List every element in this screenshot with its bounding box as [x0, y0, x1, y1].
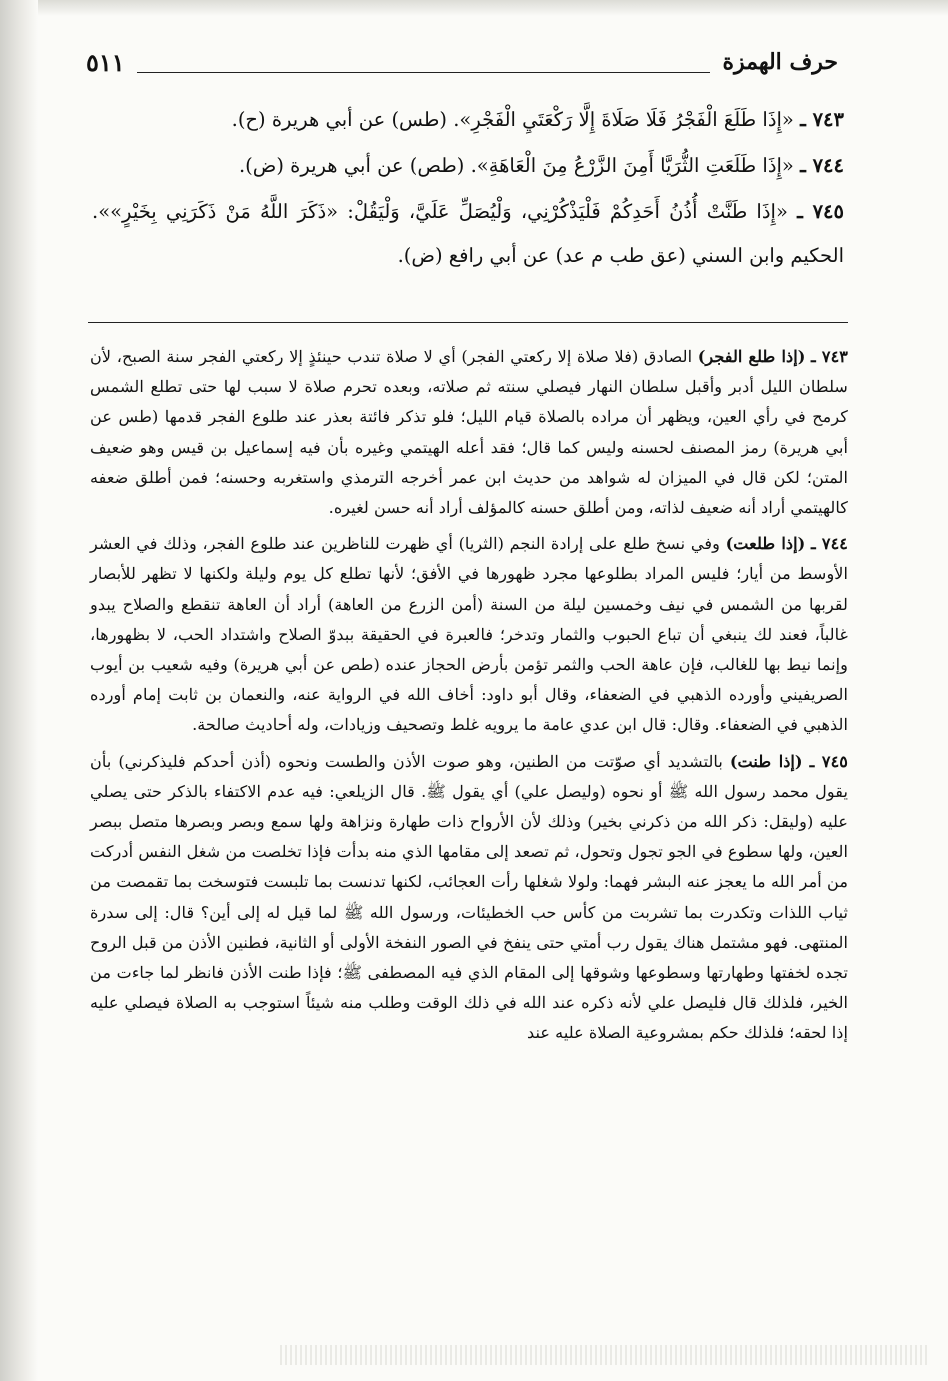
page-number: ٥١١: [86, 47, 125, 77]
page-top-edge: [0, 0, 948, 16]
chapter-title: حرف الهمزة: [722, 49, 838, 75]
commentary-number: ٧٤٤ ـ: [810, 534, 849, 554]
commentary-lead: (إذا طنت): [729, 751, 803, 771]
hadith-number: ٧٤٤ ـ: [800, 154, 844, 177]
hadith-body: «إِذَا طَلَعَتِ الثُّرَيَّا أَمِنَ الزَّرْعُ مِنَ الْعَاهَةِ». (طص) عن أبي هريرة (ض).: [238, 154, 794, 177]
hadith-body: «إِذَا طَلَعَ الْفَجْرُ فَلَا صَلَاةَ إِلَّا رَكْعَتَيِ الْفَجْرِ». (طس) عن أبي هريرة (ح).: [231, 108, 794, 131]
section-divider: [88, 322, 848, 323]
hadith-number: ٧٤٥ ـ: [797, 200, 844, 223]
commentary-number: ٧٤٥ ـ: [809, 751, 848, 771]
hadith-number: ٧٤٣ ـ: [800, 108, 844, 131]
hadith-body: «إِذَا طَنَّتْ أُذُنُ أَحَدِكُمْ فَلْيَذْكُرْنِي، وَلْيُصَلِّ عَلَيَّ، وَلْيَقُلْ: «ذَكَرَ اللَّهُ مَنْ ذَكَرَنِي بِخَيْرٍ»». الحكيم وابن السني (عق طب م عد) عن أبي رافع (ض).: [92, 200, 844, 267]
commentary-lead: (إذا طلعت): [725, 534, 806, 554]
hadith-text-block: [92, 98, 844, 280]
commentary-block: [90, 342, 848, 1055]
hadith-744: [92, 144, 844, 188]
hadith-745: [92, 190, 844, 278]
hadith-743: [92, 98, 844, 142]
commentary-body: الصادق (فلا صلاة إلا ركعتي الفجر) أي لا صلاة تندب حينئذٍ إلا ركعتي الفجر سنة الصبح، لأن سلطان الليل أدبر وأقبل سلطان النهار فيصلي سنته ثم صلاته، وبعده تحرم صلاة لا سبب لها حتى تطلع الشمس كرمح في رأي العين، ويظهر أن مراده بالصلاة قيام الليل؛ فلو تذكر فائتة بعذر عند طلوع الفجر قدمها (طس عن أبي هريرة) رمز المصنف لحسنه وليس كما قال؛ فقد أعله الهيتمي وغيره بأن فيه إسماعيل بن قيس وهو ضعيف المتن؛ لكن قال في الميزان له شواهد من حديث ابن عمر أخرجه الترمذي واستغربه وحسنه؛ فمن أطلق ضعفه كالهيتمي أراد أنه ضعيف لذاته، ومن أطلق حسنه كالمؤلف أراد أنه حسن لغيره.: [90, 347, 848, 518]
commentary-body: وفي نسخ طلع على إرادة النجم (الثريا) أي ظهرت للناظرين عند طلوع الفجر، وذلك في العشر الأوسط من أيار؛ فليس المراد بطلوعها مجرد ظهورها في الأفق؛ لأنها تطلع كل يوم وليلة ولكنها لا تظهر للأبصار لقربها من الشمس في نيف وخمسين ليلة من السنة (أمن الزرع من العاهة) أراد أن العاهة تنقطع والصلاح يبدو غالباً، فعند لك ينبغي أن تباع الحبوب والثمار وتدخر؛ فالعبرة في الحقيقة ببدوّ الصلاح واشتداد الحب، لا بظهورها، وإنما نيط بها للغالب، فإن عاهة الحب والثمر تؤمن بأرض الحجاز عنده (طص عن أبي هريرة) وفيه شعيب بن أيوب الصريفيني وأورده الذهبي في الضعفاء، وقال أبو داود: أخاف الله في الرواية عنه، والنعمان بن ثابت إمام أورده الذهبي في الضعفاء. وقال: قال ابن عدي عامة ما يرويه غلط وتصحيف وزيادات، وله أحاديث صالحة.: [90, 534, 848, 735]
commentary-body: بالتشديد أي صوّتت من الطنين، وهو صوت الأذن والطست ونحوه (أذن أحدكم فليذكرني) بأن يقول محمد رسول الله ﷺ أو نحوه (وليصل علي) أي يقول ﷺ. قال الزيلعي: فيه عدم الاكتفاء بالذكر حتى يصلي عليه (وليقل: ذكر الله من ذكرني بخير) وذلك لأن الأرواح ذات طهارة ونزاهة ولها سمع وبصر وبصرها متصل ببصر العين، ولها سطوع في الجو تجول وتحول، ثم تصعد إلى مقامها الذي منه بدأت فإذا تخلصت من شغل النفس أدركت من أمر الله ما يعجز عنه البشر فهما: ولولا شغلها رأت العجائب، لكنها تدنست بما تلبست فتوسخت بما تقمصت من ثياب اللذات وتكدرت بما تشربت من كأس حب الخطيئات، ورسول الله ﷺ لما قيل له إلى أين؟ قال: إلى سدرة المنتهى. فهو مشتمل هناك يقول رب أمتي حتى ينفخ في الصور النفخة الأولى أو الثانية، فطنين الأذن من قبل الروح تجده لخفتها وطهارتها وسطوعها وشوقها إلى المقام الذي فيه المصطفى ﷺ؛ فإذا طنت الأذن فانظر لما جاءت من الخير، فلذلك قال فليصل علي لأنه ذكره عند الله في ذلك الوقت وطلب منه شيئاً استوجب به الصلاة فيصلي عليه إذا لحقه؛ فلذلك حكم بمشروعية الصلاة عليه عند: [90, 751, 848, 1043]
scan-artifact: [280, 1345, 930, 1365]
commentary-lead: (إذا طلع الفجر): [697, 347, 806, 366]
commentary-744: [90, 529, 848, 740]
commentary-743: [90, 342, 848, 523]
page-header: [86, 42, 838, 82]
page-binding-edge: [0, 0, 38, 1381]
commentary-745: [90, 747, 848, 1049]
commentary-number: ٧٤٣ ـ: [811, 347, 849, 366]
header-rule: [137, 72, 711, 73]
